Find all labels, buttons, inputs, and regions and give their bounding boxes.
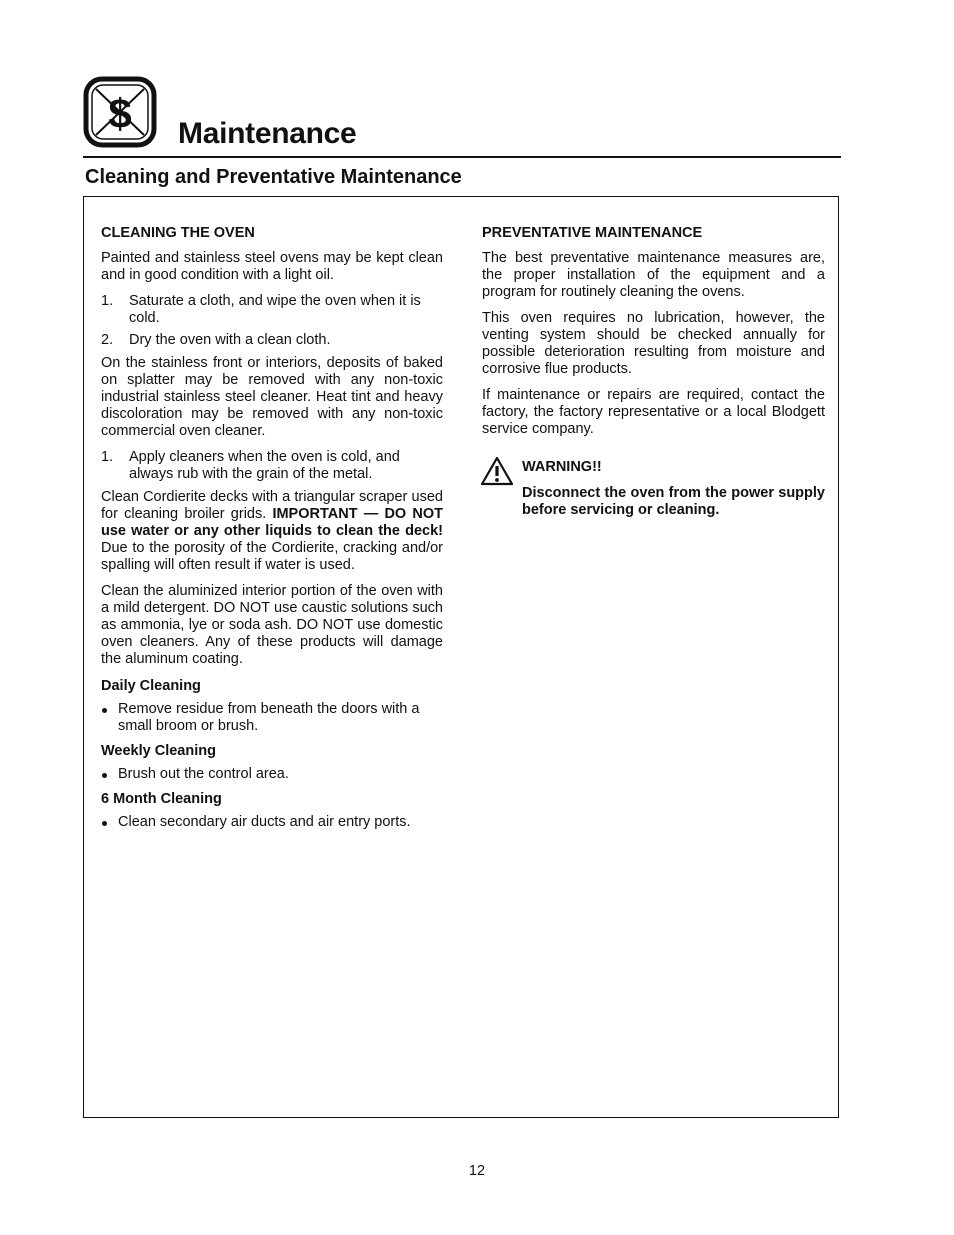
- paragraph: Painted and stainless steel ovens may be kept clean and in good condition with a light oil.: [101, 250, 443, 283]
- bullet-list: [101, 701, 443, 735]
- paragraph: This oven requires no lubrication, however, the venting system should be checked annually for possible deterioration resulting from moisture and corrosive flue products.: [482, 310, 825, 377]
- page-title: Maintenance: [178, 117, 357, 150]
- paragraph: On the stainless front or interiors, deposits of baked on splatter may be removed with any non-toxic industrial stainless steel cleaner. Heat tint and heavy discoloration may be removed with any non-toxic commercial oven cleaner.: [101, 355, 443, 439]
- list-item: [101, 332, 443, 349]
- paragraph: Clean the aluminized interior portion of the oven with a mild detergent. DO NOT use caustic solutions such as ammonia, lye or soda ash. DO NOT use domestic oven cleaners. Any of these products will damage the aluminum coating.: [101, 583, 443, 667]
- daily-cleaning-heading: Daily Cleaning: [101, 678, 201, 694]
- list-item-text: Clean secondary air ducts and air entry ports.: [118, 814, 411, 830]
- numbered-list: [101, 449, 443, 483]
- paragraph-text: Clean Cordierite decks with a triangular scraper used for cleaning broiler grids.: [101, 489, 443, 522]
- maintenance-logo-icon: [83, 76, 157, 148]
- title-divider: [83, 156, 841, 158]
- list-item: [101, 449, 443, 483]
- paragraph: If maintenance or repairs are required, contact the factory, the factory representative or a local Blodgett service company.: [482, 387, 825, 437]
- paragraph: [101, 489, 443, 574]
- list-item-text: Remove residue from beneath the doors with a small broom or brush.: [118, 701, 420, 734]
- bullet-list: [101, 814, 443, 831]
- svg-text:$: $: [108, 90, 132, 137]
- numbered-list: [101, 293, 443, 349]
- cleaning-heading: CLEANING THE OVEN: [101, 225, 255, 241]
- bullet-icon: [102, 773, 107, 778]
- paragraph-text: Due to the porosity of the Cordierite, cracking and/or spalling will often result if water is used.: [101, 540, 443, 573]
- bullet-list: [101, 766, 443, 783]
- right-column: [482, 224, 825, 519]
- list-item: [101, 701, 443, 735]
- bullet-icon: [102, 821, 107, 826]
- section-title: Cleaning and Preventative Maintenance: [85, 166, 462, 188]
- list-item-text: Saturate a cloth, and wipe the oven when it is cold.: [129, 293, 421, 326]
- warning-block: [482, 458, 825, 519]
- list-item-text: Brush out the control area.: [118, 766, 289, 782]
- preventative-heading: PREVENTATIVE MAINTENANCE: [482, 225, 703, 241]
- warning-title: WARNING!!: [522, 459, 602, 475]
- six-month-cleaning-heading: 6 Month Cleaning: [101, 791, 222, 807]
- list-number: 1.: [101, 449, 114, 465]
- page-number: 12: [468, 1163, 486, 1179]
- paragraph: The best preventative maintenance measures are, the proper installation of the equipment and a program for routinely cleaning the ovens.: [482, 250, 825, 300]
- list-item: [101, 293, 443, 327]
- warning-text: Disconnect the oven from the power supply before servicing or cleaning.: [522, 485, 825, 518]
- list-number: 1.: [101, 293, 114, 309]
- weekly-cleaning-heading: Weekly Cleaning: [101, 743, 216, 759]
- list-number: 2.: [101, 332, 114, 348]
- bullet-icon: [102, 708, 107, 713]
- list-item-text: Apply cleaners when the oven is cold, and always rub with the grain of the metal.: [129, 449, 400, 482]
- list-item: [101, 814, 443, 831]
- warning-triangle-icon: [480, 456, 514, 486]
- important-notice: IMPORTANT — DO NOT use water or any other liquids to clean the deck!: [101, 506, 443, 539]
- list-item-text: Dry the oven with a clean cloth.: [129, 332, 331, 348]
- list-item: [101, 766, 443, 783]
- left-column: [101, 224, 443, 838]
